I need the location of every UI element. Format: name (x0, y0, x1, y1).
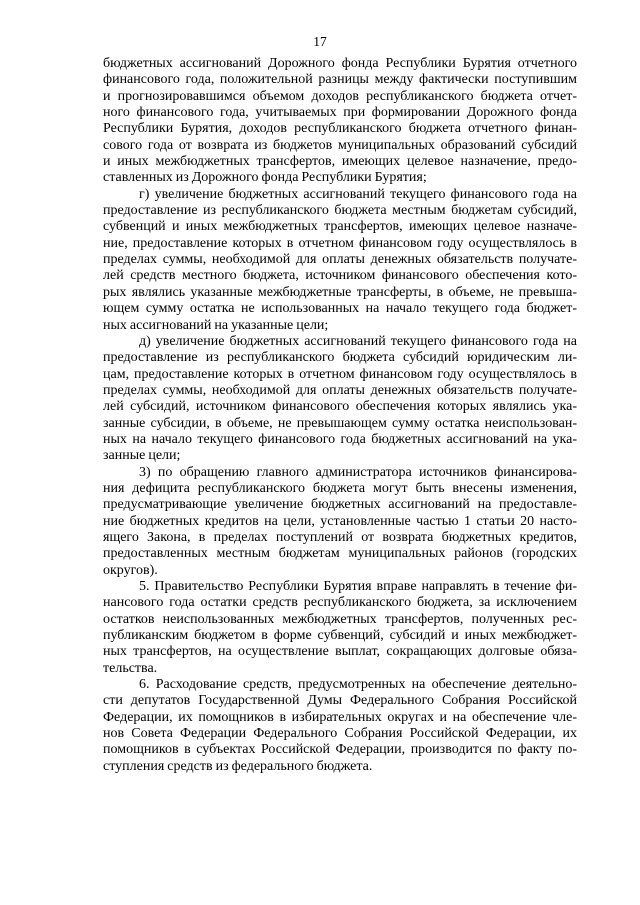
text-line: пределах суммы, необходимой для оплаты денежных обязательств получате- (103, 252, 577, 268)
text-line: бюджетных ассигнований Дорожного фонда Республики Бурятия отчетного (103, 56, 577, 71)
text-line: ных трансфертов, на осуществление выплат, сокращающих долговые обяза- (103, 644, 577, 660)
text-line: и прогнозировавшимся объемом доходов республиканского бюджета отчет- (103, 88, 577, 104)
text-line: занные цели; (103, 448, 181, 464)
text-line: 6. Расходование средств, предусмотренных на обеспечение деятельно- (139, 677, 577, 693)
text-line: 5. Правительство Республики Бурятия вправе направлять в течение фи- (139, 579, 577, 594)
text-line: публиканским бюджетом в форме субвенций, субсидий и иных межбюджет- (103, 628, 577, 644)
text-line: предоставление из республиканского бюджета местным бюджетам субсидий, (103, 203, 577, 219)
text-line: ставленных из Дорожного фонда Республики Бурятия; (103, 170, 427, 186)
text-line: цам, предоставление которых в отчетном финансовом году осуществлялось в (103, 366, 577, 382)
paragraph-item-d (103, 334, 577, 465)
text-line: ния дефицита республиканского бюджета могут быть внесены изменения, (103, 480, 577, 496)
text-line: сти депутатов Государственной Думы Федерального Собрания Российской (103, 693, 577, 709)
text-line: помощников в субъектах Российской Федерации, производится по факту по- (103, 742, 577, 758)
text-line: сового года от возврата из бюджетов муниципальных образований субсидий (103, 137, 577, 153)
paragraph-item-5 (103, 579, 577, 677)
text-line: Республики Бурятия, доходов республиканского бюджета отчетного финан- (103, 121, 577, 137)
text-line: ного финансового года, учитываемых при формировании Дорожного фонда (103, 105, 577, 121)
document-body (103, 56, 577, 775)
text-line: округов). (103, 562, 158, 578)
paragraph-continuation (103, 56, 577, 187)
text-line: субвенций и иных межбюджетных трансфертов, имеющих целевое назначе- (103, 219, 577, 235)
text-line: лей средств местного бюджета, источником финансового обеспечения кото- (103, 268, 577, 284)
text-line: ние, предоставление которых в отчетном финансовом году осуществлялось в (103, 235, 577, 251)
text-line: г) увеличение бюджетных ассигнований текущего финансового года на (139, 186, 577, 202)
page-number: 17 (313, 34, 327, 49)
text-line: нансового года остатки средств республиканского бюджета, за исключением (103, 595, 577, 611)
text-line: финансового года, положительной разницы между фактически поступившим (103, 72, 577, 88)
text-line: предусматривающие увеличение бюджетных ассигнований на предоставле- (103, 497, 577, 513)
text-line: лей субсидий, источником финансового обеспечения которых являлись ука- (103, 399, 577, 415)
paragraph-item-3 (103, 465, 577, 579)
text-line: пределах суммы, необходимой для оплаты денежных обязательств получате- (103, 382, 577, 398)
text-line: остатков неиспользованных межбюджетных трансфертов, полученных рес- (103, 611, 577, 627)
text-line: Федерации, их помощников в избирательных округах и на обеспечение чле- (103, 709, 577, 725)
text-line: предоставление из республиканского бюджета субсидий юридическим ли- (103, 350, 577, 366)
text-line: ющем сумму остатка не использованных на начало текущего года бюджет- (103, 301, 577, 317)
text-line: ящего Закона, в пределах поступлений от возврата бюджетных кредитов, (103, 529, 577, 545)
text-line: д) увеличение бюджетных ассигнований текущего финансового года на (139, 333, 577, 349)
text-line: и иных межбюджетных трансфертов, имеющих целевое назначение, предо- (103, 154, 577, 170)
text-line: ние бюджетных кредитов на цели, установленные частью 1 статьи 20 насто- (103, 513, 577, 529)
text-line: 3) по обращению главного администратора источников финансирова- (139, 464, 577, 480)
text-line: занные субсидии, в объеме, не превышающем сумму остатка неиспользован- (103, 415, 577, 431)
paragraph-item-6 (103, 677, 577, 775)
paragraph-item-g (103, 187, 577, 334)
text-line: тельства. (103, 660, 158, 676)
text-line: ных ассигнований на указанные цели; (103, 317, 329, 333)
text-line: ступления средств из федерального бюджета. (103, 758, 373, 774)
text-line: рых являлись указанные межбюджетные трансферты, в объеме, не превыша- (103, 284, 577, 300)
text-line: предоставленных местным бюджетам муниципальных районов (городских (103, 546, 577, 562)
text-line: нов Совета Федерации Федерального Собрания Российской Федерации, их (103, 726, 577, 742)
text-line: ных на начало текущего финансового года бюджетных ассигнований на ука- (103, 431, 577, 447)
